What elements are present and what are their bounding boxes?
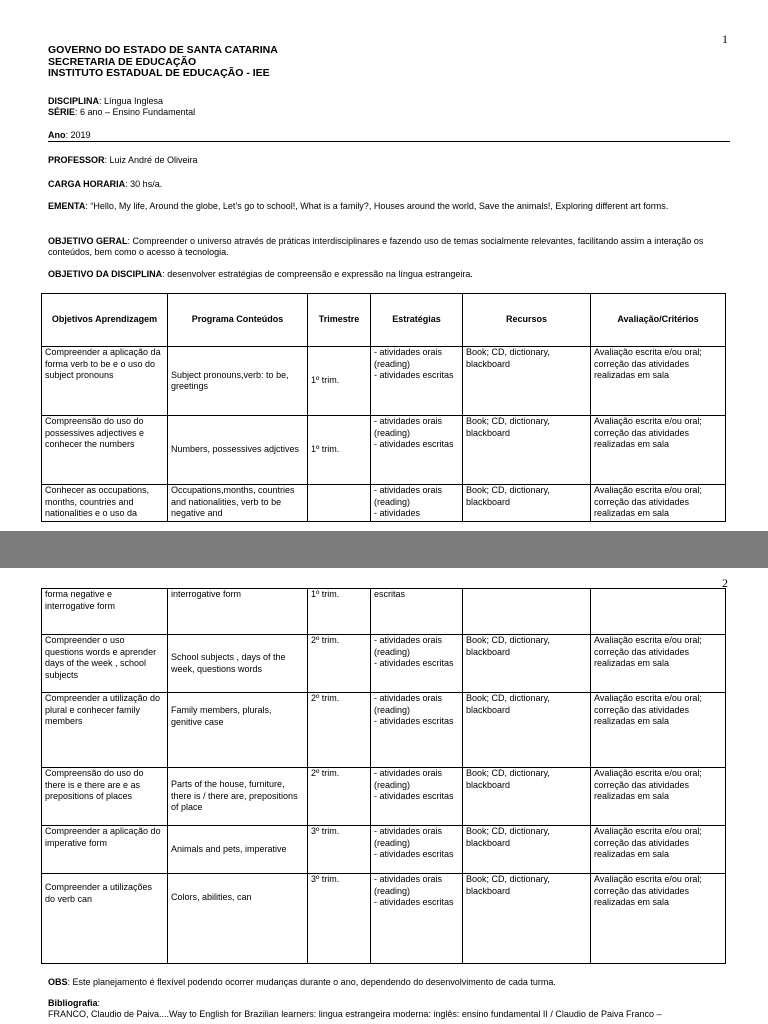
institution-header xyxy=(48,45,278,80)
column-header-recursos: Recursos xyxy=(463,294,591,347)
page-number: 1 xyxy=(722,32,728,46)
header-line-secretaria: SECRETARIA DE EDUCAÇÃO xyxy=(48,55,197,68)
cell-recursos xyxy=(463,589,591,635)
cell-trimestre xyxy=(308,485,371,522)
cell-trimestre: 1º trim. xyxy=(308,347,371,416)
cell-estrategias: - atividades orais (reading) - atividades escritas xyxy=(371,693,463,768)
cell-avaliacao xyxy=(591,589,726,635)
ano-label: Ano xyxy=(48,130,66,140)
professor-label: PROFESSOR xyxy=(48,155,105,165)
table-row xyxy=(42,693,726,768)
cell-objetivos: Conhecer as occupations, months, countries and nationalities e o uso da xyxy=(42,485,168,522)
cell-avaliacao: Avaliação escrita e/ou oral; correção das atividades realizadas em sala xyxy=(591,347,726,416)
header-line-government: GOVERNO DO ESTADO DE SANTA CATARINA xyxy=(48,44,278,56)
cell-recursos: Book; CD, dictionary, blackboard xyxy=(463,635,591,693)
ano-line xyxy=(48,130,728,141)
table-row xyxy=(42,589,726,635)
bibliografia-label: Bibliografia xyxy=(48,998,98,1008)
cell-trimestre: 2º trim. xyxy=(308,635,371,693)
table-row xyxy=(42,347,726,416)
cell-estrategias: - atividades orais (reading) - atividades escritas xyxy=(371,635,463,693)
divider-line xyxy=(48,141,730,142)
cell-programa: School subjects , days of the week, questions words xyxy=(168,635,308,693)
serie-value: : 6 ano – Ensino Fundamental xyxy=(75,107,196,117)
column-header-objetivos: Objetivos Aprendizagem xyxy=(42,294,168,347)
column-header-trimestre: Trimestre xyxy=(308,294,371,347)
cell-programa: Occupations,months, countries and nationalities, verb to be negative and xyxy=(168,485,308,522)
cell-trimestre: 2º trim. xyxy=(308,768,371,826)
cell-recursos: Book; CD, dictionary, blackboard xyxy=(463,693,591,768)
cell-programa: Numbers, possessives adjctives xyxy=(168,416,308,485)
cell-programa: Colors, abilities, can xyxy=(168,874,308,964)
column-header-estrategias: Estratégias xyxy=(371,294,463,347)
obs-value: : Este planejamento é flexível podendo ocorrer mudanças durante o ano, dependendo do desenvolvimento de cada turma. xyxy=(67,977,556,987)
cell-trimestre: 3º trim. xyxy=(308,826,371,874)
column-header-programa: Programa Conteúdos xyxy=(168,294,308,347)
cell-recursos: Book; CD, dictionary, blackboard xyxy=(463,826,591,874)
cell-trimestre: 1º trim. xyxy=(308,589,371,635)
cell-trimestre: 2º trim. xyxy=(308,693,371,768)
cell-recursos: Book; CD, dictionary, blackboard xyxy=(463,347,591,416)
cell-objetivos: Compreender o uso questions words e aprender days of the week , school subjects xyxy=(42,635,168,693)
table-row xyxy=(42,416,726,485)
cell-recursos: Book; CD, dictionary, blackboard xyxy=(463,768,591,826)
cell-estrategias: - atividades orais (reading) - atividades escritas xyxy=(371,874,463,964)
serie-line xyxy=(48,107,728,118)
bibliografia-colon: : xyxy=(97,998,101,1008)
cell-recursos: Book; CD, dictionary, blackboard xyxy=(463,485,591,522)
document-page-2 xyxy=(0,568,768,1024)
table-row xyxy=(42,768,726,826)
disciplina-label: DISCIPLINA xyxy=(48,96,100,106)
cell-estrategias: - atividades orais (reading) - atividades xyxy=(371,485,463,522)
ementa-paragraph xyxy=(48,201,728,212)
cell-estrategias: - atividades orais (reading) - atividades escritas xyxy=(371,416,463,485)
header-line-institute: INSTITUTO ESTADUAL DE EDUCAÇÃO - IEE xyxy=(48,67,270,79)
table-row xyxy=(42,485,726,522)
cell-avaliacao: Avaliação escrita e/ou oral; correção das atividades realizadas em sala xyxy=(591,485,726,522)
cell-estrategias: escritas xyxy=(371,589,463,635)
planning-table-page-1 xyxy=(41,293,726,522)
cell-avaliacao: Avaliação escrita e/ou oral; correção das atividades realizadas em sala xyxy=(591,826,726,874)
cell-trimestre: 1º trim. xyxy=(308,416,371,485)
obs-line xyxy=(48,977,728,988)
cell-objetivos: Compreensão do uso do possessives adjectives e conhecer the numbers xyxy=(42,416,168,485)
cell-avaliacao: Avaliação escrita e/ou oral; correção das atividades realizadas em sala xyxy=(591,768,726,826)
objetivo-geral-value: : Compreender o universo através de práticas interdisciplinares e fazendo uso de temas socialmente relevantes, facilitando assim a interação os conteúdos, bem como o acesso à tecnologia. xyxy=(48,236,704,257)
objetivo-disciplina-label: OBJETIVO DA DISCIPLINA xyxy=(48,269,163,279)
cell-avaliacao: Avaliação escrita e/ou oral; correção das atividades realizadas em sala xyxy=(591,693,726,768)
ementa-label: EMENTA xyxy=(48,201,86,211)
bibliografia-line xyxy=(48,998,728,1009)
cell-avaliacao: Avaliação escrita e/ou oral; correção das atividades realizadas em sala xyxy=(591,635,726,693)
objetivo-geral-paragraph xyxy=(48,236,728,258)
cell-objetivos: Compreender a aplicação da forma verb to be e o uso do subject pronouns xyxy=(42,347,168,416)
cell-avaliacao: Avaliação escrita e/ou oral; correção das atividades realizadas em sala xyxy=(591,416,726,485)
cell-objetivos: Compreender a utilização do plural e conhecer family members xyxy=(42,693,168,768)
carga-horaria-line xyxy=(48,179,728,190)
carga-horaria-value: : 30 hs/a. xyxy=(125,179,163,189)
cell-avaliacao: Avaliação escrita e/ou oral; correção das atividades realizadas em sala xyxy=(591,874,726,964)
obs-label: OBS xyxy=(48,977,68,987)
cell-recursos: Book; CD, dictionary, blackboard xyxy=(463,874,591,964)
cell-programa: interrogative form xyxy=(168,589,308,635)
serie-label: SÉRIE xyxy=(48,107,76,117)
table-header-row xyxy=(42,294,726,347)
disciplina-value: : Língua Inglesa xyxy=(99,96,164,106)
table-row xyxy=(42,635,726,693)
cell-programa: Family members, plurals, genitive case xyxy=(168,693,308,768)
cell-objetivos: Compreensão do uso do there is e there are e as prepositions of places xyxy=(42,768,168,826)
bibliography-entry: FRANCO, Claudio de Paiva....Way to English for Brazilian learners: lingua estrangeira moderna: inglês: ensino fundamental II / Claudio de Paiva Franco – xyxy=(48,1009,662,1019)
carga-horaria-label: CARGA HORARIA xyxy=(48,179,126,189)
planning-table-page-2 xyxy=(41,588,726,964)
objetivo-disciplina-value: : desenvolver estratégias de compreensão e expressão na língua estrangeira. xyxy=(162,269,473,279)
cell-programa: Parts of the house, furniture, there is / there are, prepositions of place xyxy=(168,768,308,826)
ano-value: : 2019 xyxy=(65,130,91,140)
cell-estrategias: - atividades orais (reading) - atividades escritas xyxy=(371,347,463,416)
cell-objetivos: Compreender a aplicação do imperative form xyxy=(42,826,168,874)
disciplina-line xyxy=(48,96,728,107)
cell-objetivos: Compreender a utilizações do verb can xyxy=(42,874,168,964)
professor-value: : Luiz André de Oliveira xyxy=(104,155,198,165)
objetivo-disciplina-line xyxy=(48,269,728,280)
cell-programa: Subject pronouns,verb: to be, greetings xyxy=(168,347,308,416)
professor-line xyxy=(48,155,728,166)
cell-estrategias: - atividades orais (reading) - atividades escritas xyxy=(371,826,463,874)
cell-recursos: Book; CD, dictionary, blackboard xyxy=(463,416,591,485)
cell-trimestre: 3º trim. xyxy=(308,874,371,964)
table-row xyxy=(42,826,726,874)
cell-estrategias: - atividades orais (reading) - atividades escritas xyxy=(371,768,463,826)
cell-objetivos: forma negative e interrogative form xyxy=(42,589,168,635)
cell-programa: Animals and pets, imperative xyxy=(168,826,308,874)
column-header-avaliacao: Avaliação/Critérios xyxy=(591,294,726,347)
table-row xyxy=(42,874,726,964)
objetivo-geral-label: OBJETIVO GERAL xyxy=(48,236,128,246)
ementa-value: : “Hello, My life, Around the globe, Let’s go to school!, What is a family?, Houses around the world, Save the animals!, Exploring different art forms. xyxy=(85,201,669,211)
page-number: 2 xyxy=(722,576,728,590)
